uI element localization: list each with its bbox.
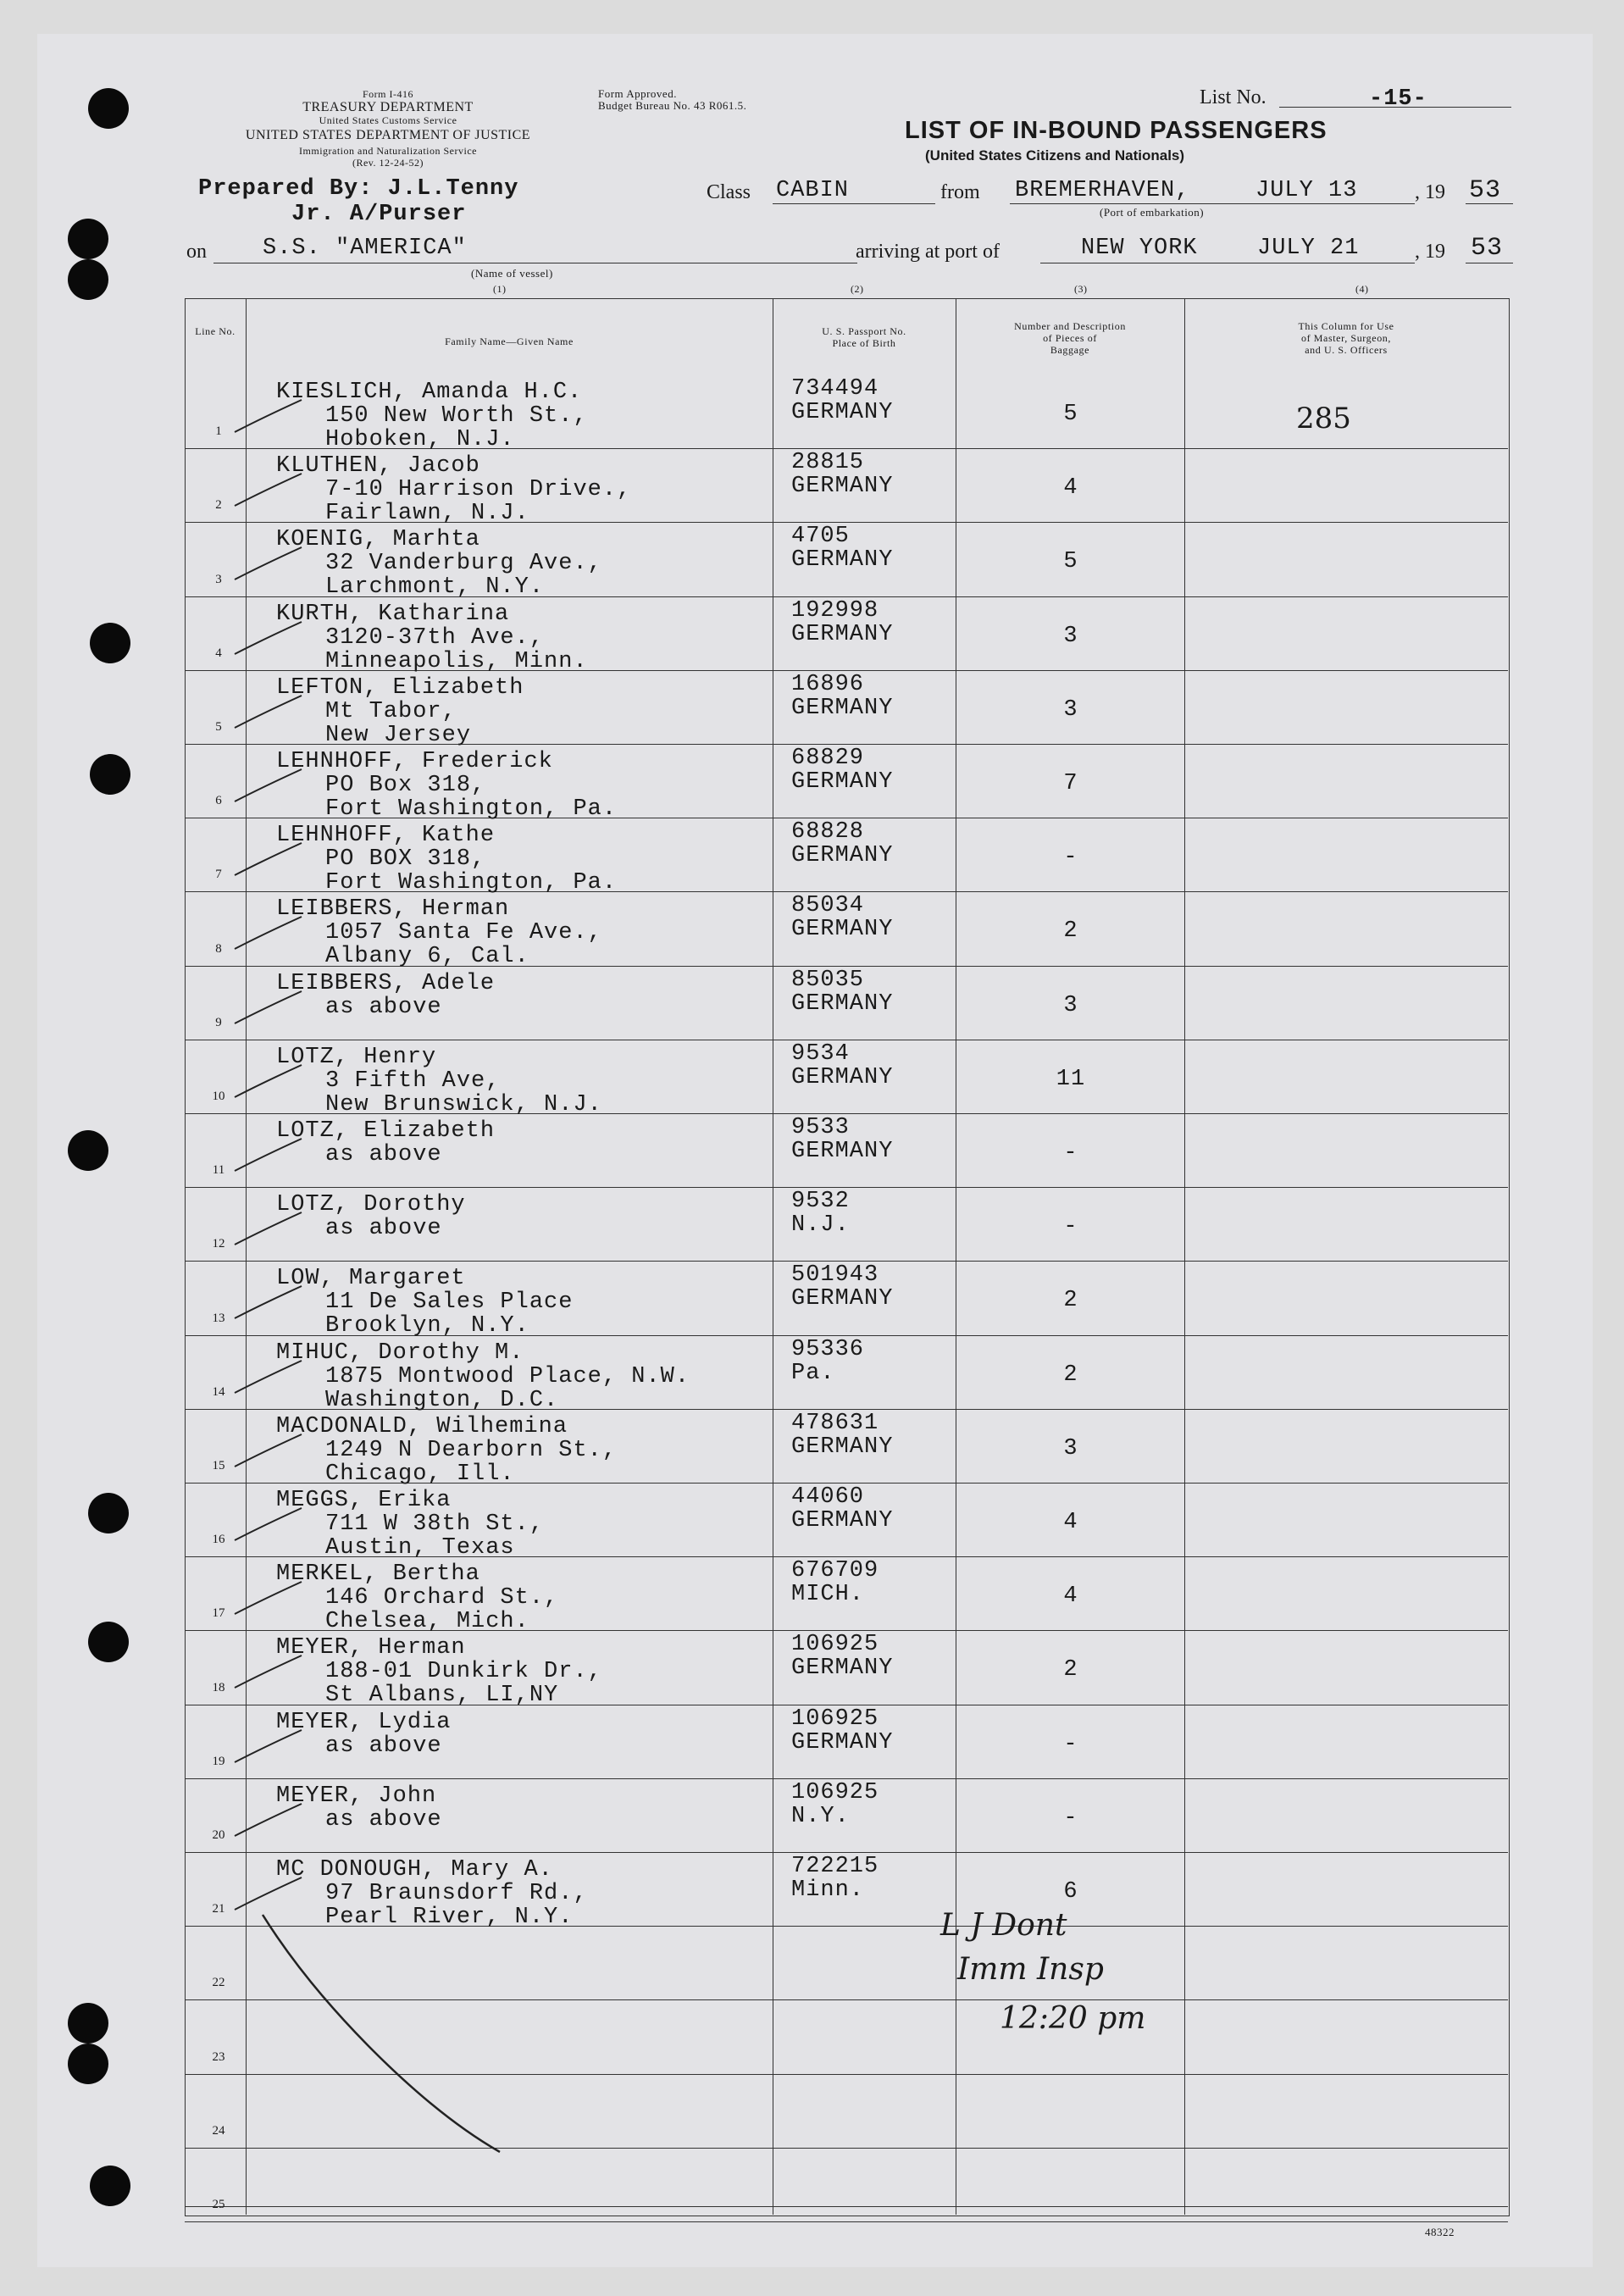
check-mark (230, 1799, 307, 1841)
row-divider (185, 2221, 1508, 2222)
place-of-birth: GERMANY (791, 474, 894, 500)
place-of-birth: GERMANY (791, 1286, 894, 1312)
embark-year-prefix: , 19 (1415, 181, 1445, 203)
passenger-address-2: Hoboken, N.J. (325, 427, 515, 452)
place-of-birth: Minn. (791, 1877, 865, 1903)
place-of-birth: GERMANY (791, 1655, 894, 1682)
passenger-name: KOENIG, Marhta (276, 527, 480, 553)
passenger-address-2: Fort Washington, Pa. (325, 870, 618, 896)
passenger-name: LEHNHOFF, Kathe (276, 823, 496, 849)
passenger-address-2: Pearl River, N.Y. (325, 1905, 574, 1930)
passport-number: 734494 (791, 376, 879, 402)
passport-number: 106925 (791, 1632, 879, 1658)
punch-hole (88, 1622, 129, 1662)
check-mark (230, 1503, 307, 1545)
line-number: 20 (212, 1828, 225, 1842)
passenger-address-1: 711 W 38th St., (325, 1511, 545, 1537)
check-mark (230, 1725, 307, 1767)
line-number: 14 (212, 1384, 225, 1399)
passenger-address-1: 3120-37th Ave., (325, 624, 545, 651)
baggage-count: 2 (1063, 1362, 1078, 1388)
embark-date: JULY 13 (1255, 178, 1358, 203)
check-mark (230, 542, 307, 585)
passenger-name: KLUTHEN, Jacob (276, 453, 480, 480)
dept-treasury: TREASURY DEPARTMENT (302, 100, 474, 114)
check-mark (230, 1134, 307, 1176)
place-of-birth: GERMANY (791, 769, 894, 795)
col-num-1: (1) (493, 283, 507, 295)
passport-number: 4705 (791, 524, 850, 550)
row-divider (185, 1187, 1508, 1188)
line-number: 25 (212, 2198, 225, 2211)
line-number: 2 (215, 498, 222, 513)
cancel-stroke (254, 1906, 525, 2160)
passenger-address-2: St Albans, LI,NY (325, 1683, 559, 1709)
passenger-name: LOTZ, Henry (276, 1044, 437, 1070)
port-of-embarkation: BREMERHAVEN, (1015, 178, 1190, 203)
check-mark (230, 1060, 307, 1102)
passenger-address-1: 1875 Montwood Place, N.W. (325, 1363, 690, 1389)
ins-service: Immigration and Naturalization Service (299, 145, 477, 157)
line-number: 3 (215, 572, 222, 586)
baggage-count: - (1063, 1214, 1078, 1240)
place-of-birth: N.J. (791, 1212, 850, 1239)
passenger-name: LEIBBERS, Herman (276, 896, 510, 923)
passport-number: 68828 (791, 819, 865, 846)
passport-number: 16896 (791, 671, 865, 697)
footer-code: 48322 (1425, 2226, 1455, 2238)
passport-number: 9532 (791, 1189, 850, 1215)
baggage-count: 2 (1063, 1288, 1078, 1314)
passenger-address-1: 97 Braunsdorf Rd., (325, 1881, 588, 1906)
place-of-birth: GERMANY (791, 1434, 894, 1460)
arrival-year: 53 (1471, 234, 1504, 263)
passenger-name: MEYER, Herman (276, 1635, 466, 1661)
col-num-2: (2) (851, 283, 864, 295)
row-divider (185, 1852, 1508, 1853)
passenger-address-1: as above (325, 1142, 442, 1167)
col-header-officers: This Column for Use of Master, Surgeon, and U. S. Officers (1298, 320, 1394, 356)
passenger-address-2: Larchmont, N.Y. (325, 574, 545, 601)
passenger-name: MEGGS, Erika (276, 1488, 452, 1513)
passport-number: 192998 (791, 597, 879, 624)
check-mark (230, 469, 307, 511)
class-value: CABIN (776, 178, 850, 203)
passenger-address-1: PO Box 318, (325, 773, 486, 798)
list-no-label: List No. (1200, 86, 1266, 108)
baggage-count: 4 (1063, 475, 1078, 502)
passenger-name: LOTZ, Dorothy (276, 1192, 466, 1218)
baggage-count: 3 (1063, 696, 1078, 723)
check-mark (230, 1356, 307, 1398)
vessel-name: S.S. "AMERICA" (263, 236, 467, 261)
punch-hole (90, 754, 130, 795)
prepared-by: Prepared By: J.L.Tenny (198, 176, 519, 202)
col-header-line-no: Line No. (195, 325, 236, 337)
punch-hole (68, 219, 108, 259)
passport-number: 501943 (791, 1262, 879, 1289)
form-approved: Form Approved. Budget Bureau No. 43 R061.5. (598, 87, 747, 112)
punch-hole (68, 1130, 108, 1171)
passenger-address-1: 1249 N Dearborn St., (325, 1437, 618, 1463)
arrival-year-prefix: , 19 (1415, 241, 1445, 263)
passenger-address-1: as above (325, 1733, 442, 1759)
place-of-birth: Pa. (791, 1360, 835, 1386)
col-num-4: (4) (1355, 283, 1369, 295)
from-label: from (940, 181, 980, 203)
place-of-birth: GERMANY (791, 990, 894, 1017)
passenger-address-1: 1057 Santa Fe Ave., (325, 920, 602, 946)
passenger-name: MIHUC, Dorothy M. (276, 1339, 524, 1366)
check-mark (230, 1650, 307, 1693)
passport-number: 95336 (791, 1336, 865, 1362)
form-number: Form I-416 (363, 88, 413, 100)
passenger-name: MERKEL, Bertha (276, 1561, 480, 1588)
place-of-birth: GERMANY (791, 1508, 894, 1533)
baggage-count: 7 (1063, 771, 1078, 796)
baggage-count: 2 (1063, 918, 1078, 945)
passport-number: 106925 (791, 1705, 879, 1732)
place-of-birth: MICH. (791, 1582, 865, 1608)
place-of-birth: GERMANY (791, 400, 894, 425)
line-number: 13 (212, 1311, 225, 1325)
passport-number: 676709 (791, 1558, 879, 1584)
punch-hole (68, 2003, 108, 2044)
check-mark (230, 838, 307, 880)
signature-line-1: L J Dont (940, 1908, 1067, 1943)
passport-number: 106925 (791, 1779, 879, 1805)
passenger-address-2: New Jersey (325, 722, 472, 748)
line-number: 5 (215, 720, 222, 734)
passport-number: 28815 (791, 450, 865, 476)
passport-number: 722215 (791, 1854, 879, 1879)
passenger-name: MEYER, Lydia (276, 1709, 452, 1735)
passenger-address-1: as above (325, 1216, 442, 1242)
row-divider (185, 1261, 1508, 1262)
arrival-port: NEW YORK (1081, 236, 1198, 261)
passenger-address-2: Chelsea, Mich. (325, 1609, 529, 1635)
place-of-birth: GERMANY (791, 917, 894, 943)
document-subtitle: (United States Citizens and Nationals) (925, 147, 1185, 164)
embark-year: 53 (1469, 176, 1502, 205)
place-of-birth: GERMANY (791, 1139, 894, 1164)
check-mark (230, 986, 307, 1029)
baggage-count: 3 (1063, 992, 1078, 1018)
passenger-name: MACDONALD, Wilhemina (276, 1413, 568, 1439)
place-of-birth: GERMANY (791, 547, 894, 574)
passenger-name: KIESLICH, Amanda H.C. (276, 380, 583, 405)
passport-number: 9534 (791, 1040, 850, 1067)
prepared-by-title: Jr. A/Purser (291, 202, 467, 227)
col-num-3: (3) (1074, 283, 1088, 295)
baggage-count: - (1063, 845, 1078, 871)
line-number: 24 (212, 2123, 225, 2138)
vessel-caption: (Name of vessel) (471, 267, 553, 280)
passenger-address-1: 146 Orchard St., (325, 1585, 559, 1611)
dept-justice: UNITED STATES DEPARTMENT OF JUSTICE (245, 128, 531, 142)
passenger-name: LEIBBERS, Adele (276, 970, 496, 996)
class-label: Class (707, 181, 751, 203)
baggage-count: 5 (1063, 402, 1078, 427)
passenger-address-2: Brooklyn, N.Y. (325, 1313, 529, 1339)
passenger-address-1: 3 Fifth Ave, (325, 1068, 501, 1094)
passenger-address-2: Washington, D.C. (325, 1387, 559, 1413)
line-number: 9 (215, 1015, 222, 1029)
passenger-address-1: 32 Vanderburg Ave., (325, 551, 602, 577)
passenger-name: KURTH, Katharina (276, 601, 510, 627)
passport-number: 85035 (791, 967, 865, 993)
line-number: 12 (212, 1237, 225, 1251)
col-header-name: Family Name—Given Name (445, 336, 574, 347)
passenger-address-1: 7-10 Harrison Drive., (325, 477, 632, 503)
port-embark-caption: (Port of embarkation) (1100, 206, 1205, 219)
passport-number: 44060 (791, 1484, 865, 1510)
check-mark (230, 764, 307, 807)
baggage-count: 3 (1063, 1435, 1078, 1461)
passenger-address-2: Fairlawn, N.J. (325, 501, 529, 527)
revision: (Rev. 12-24-52) (352, 157, 424, 169)
passenger-name: LEHNHOFF, Frederick (276, 749, 553, 774)
place-of-birth: GERMANY (791, 1729, 894, 1755)
line-number: 7 (215, 868, 222, 882)
check-mark (230, 912, 307, 954)
check-mark (230, 395, 307, 437)
line-number: 6 (215, 794, 222, 808)
line-number: 17 (212, 1606, 225, 1621)
row-divider (185, 1778, 1508, 1779)
passenger-address-2: New Brunswick, N.J. (325, 1091, 602, 1117)
passenger-address-2: Albany 6, Cal. (325, 944, 529, 970)
document-title: LIST OF IN-BOUND PASSENGERS (905, 117, 1327, 144)
line-number: 11 (212, 1163, 225, 1178)
place-of-birth: N.Y. (791, 1803, 850, 1829)
place-of-birth: GERMANY (791, 843, 894, 869)
passenger-address-2: Chicago, Ill. (325, 1461, 515, 1487)
line-number: 8 (215, 941, 222, 956)
agency-block (193, 88, 583, 169)
check-mark (230, 1281, 307, 1323)
passenger-address-1: PO BOX 318, (325, 846, 486, 873)
place-of-birth: GERMANY (791, 621, 894, 647)
check-mark (230, 1577, 307, 1619)
line-number: 18 (212, 1680, 225, 1694)
passenger-name: MC DONOUGH, Mary A. (276, 1857, 553, 1883)
line-number: 10 (212, 1090, 225, 1103)
place-of-birth: GERMANY (791, 1064, 894, 1090)
passenger-name: LOW, Margaret (276, 1266, 466, 1292)
passenger-address-2: Fort Washington, Pa. (325, 796, 618, 822)
punch-hole (90, 2166, 130, 2206)
passenger-address-1: as above (325, 1806, 442, 1833)
customs-service: United States Customs Service (319, 114, 457, 126)
baggage-count: 11 (1056, 1066, 1086, 1092)
punch-hole (88, 1493, 129, 1533)
baggage-count: 4 (1063, 1583, 1078, 1610)
officer-note: 285 (1296, 402, 1351, 435)
place-of-birth: GERMANY (791, 695, 894, 721)
col-header-baggage: Number and Description of Pieces of Baggage (1014, 320, 1126, 356)
check-mark (230, 690, 307, 733)
baggage-count: - (1063, 1805, 1078, 1831)
baggage-count: 5 (1063, 549, 1078, 575)
check-mark (230, 617, 307, 659)
passport-number: 9533 (791, 1115, 850, 1140)
passport-number: 85034 (791, 893, 865, 919)
punch-hole (88, 88, 129, 129)
passenger-address-1: as above (325, 994, 442, 1020)
col-header-passport: U. S. Passport No. Place of Birth (822, 325, 906, 349)
baggage-count: - (1063, 1731, 1078, 1757)
punch-hole (90, 623, 130, 663)
line-number: 23 (212, 2049, 225, 2064)
list-no-value: -15- (1369, 86, 1427, 112)
line-number: 4 (215, 646, 222, 660)
punch-hole (68, 259, 108, 300)
passenger-address-1: 188-01 Dunkirk Dr., (325, 1659, 602, 1685)
baggage-count: 4 (1063, 1510, 1078, 1535)
punch-hole (68, 2044, 108, 2084)
passport-number: 68829 (791, 746, 865, 771)
signature-line-2: Imm Insp (957, 1952, 1104, 1987)
baggage-count: 3 (1063, 623, 1078, 649)
check-mark (230, 1429, 307, 1472)
baggage-count: - (1063, 1140, 1078, 1166)
passenger-name: LEFTON, Elizabeth (276, 674, 524, 701)
line-number: 15 (212, 1459, 225, 1472)
line-number: 21 (212, 1902, 225, 1916)
arrival-date: JULY 21 (1257, 236, 1360, 261)
line-number: 22 (212, 1976, 225, 1990)
line-number: 19 (212, 1754, 225, 1768)
baggage-count: 6 (1063, 1879, 1078, 1905)
baggage-count: 2 (1063, 1657, 1078, 1683)
on-label: on (186, 241, 207, 263)
passenger-name: LOTZ, Elizabeth (276, 1118, 496, 1144)
passenger-address-1: 150 New Worth St., (325, 403, 588, 429)
line-number: 16 (212, 1533, 225, 1547)
passport-number: 478631 (791, 1410, 879, 1436)
arriving-label: arriving at port of (856, 241, 1000, 263)
passenger-address-2: Austin, Texas (325, 1535, 515, 1561)
check-mark (230, 1207, 307, 1250)
passenger-address-1: 11 De Sales Place (325, 1289, 574, 1316)
passenger-address-1: Mt Tabor, (325, 698, 457, 724)
passenger-address-2: Minneapolis, Minn. (325, 648, 588, 674)
signature-line-3: 12:20 pm (1000, 2001, 1146, 2036)
passenger-name: MEYER, John (276, 1783, 437, 1809)
line-number: 1 (215, 424, 222, 439)
